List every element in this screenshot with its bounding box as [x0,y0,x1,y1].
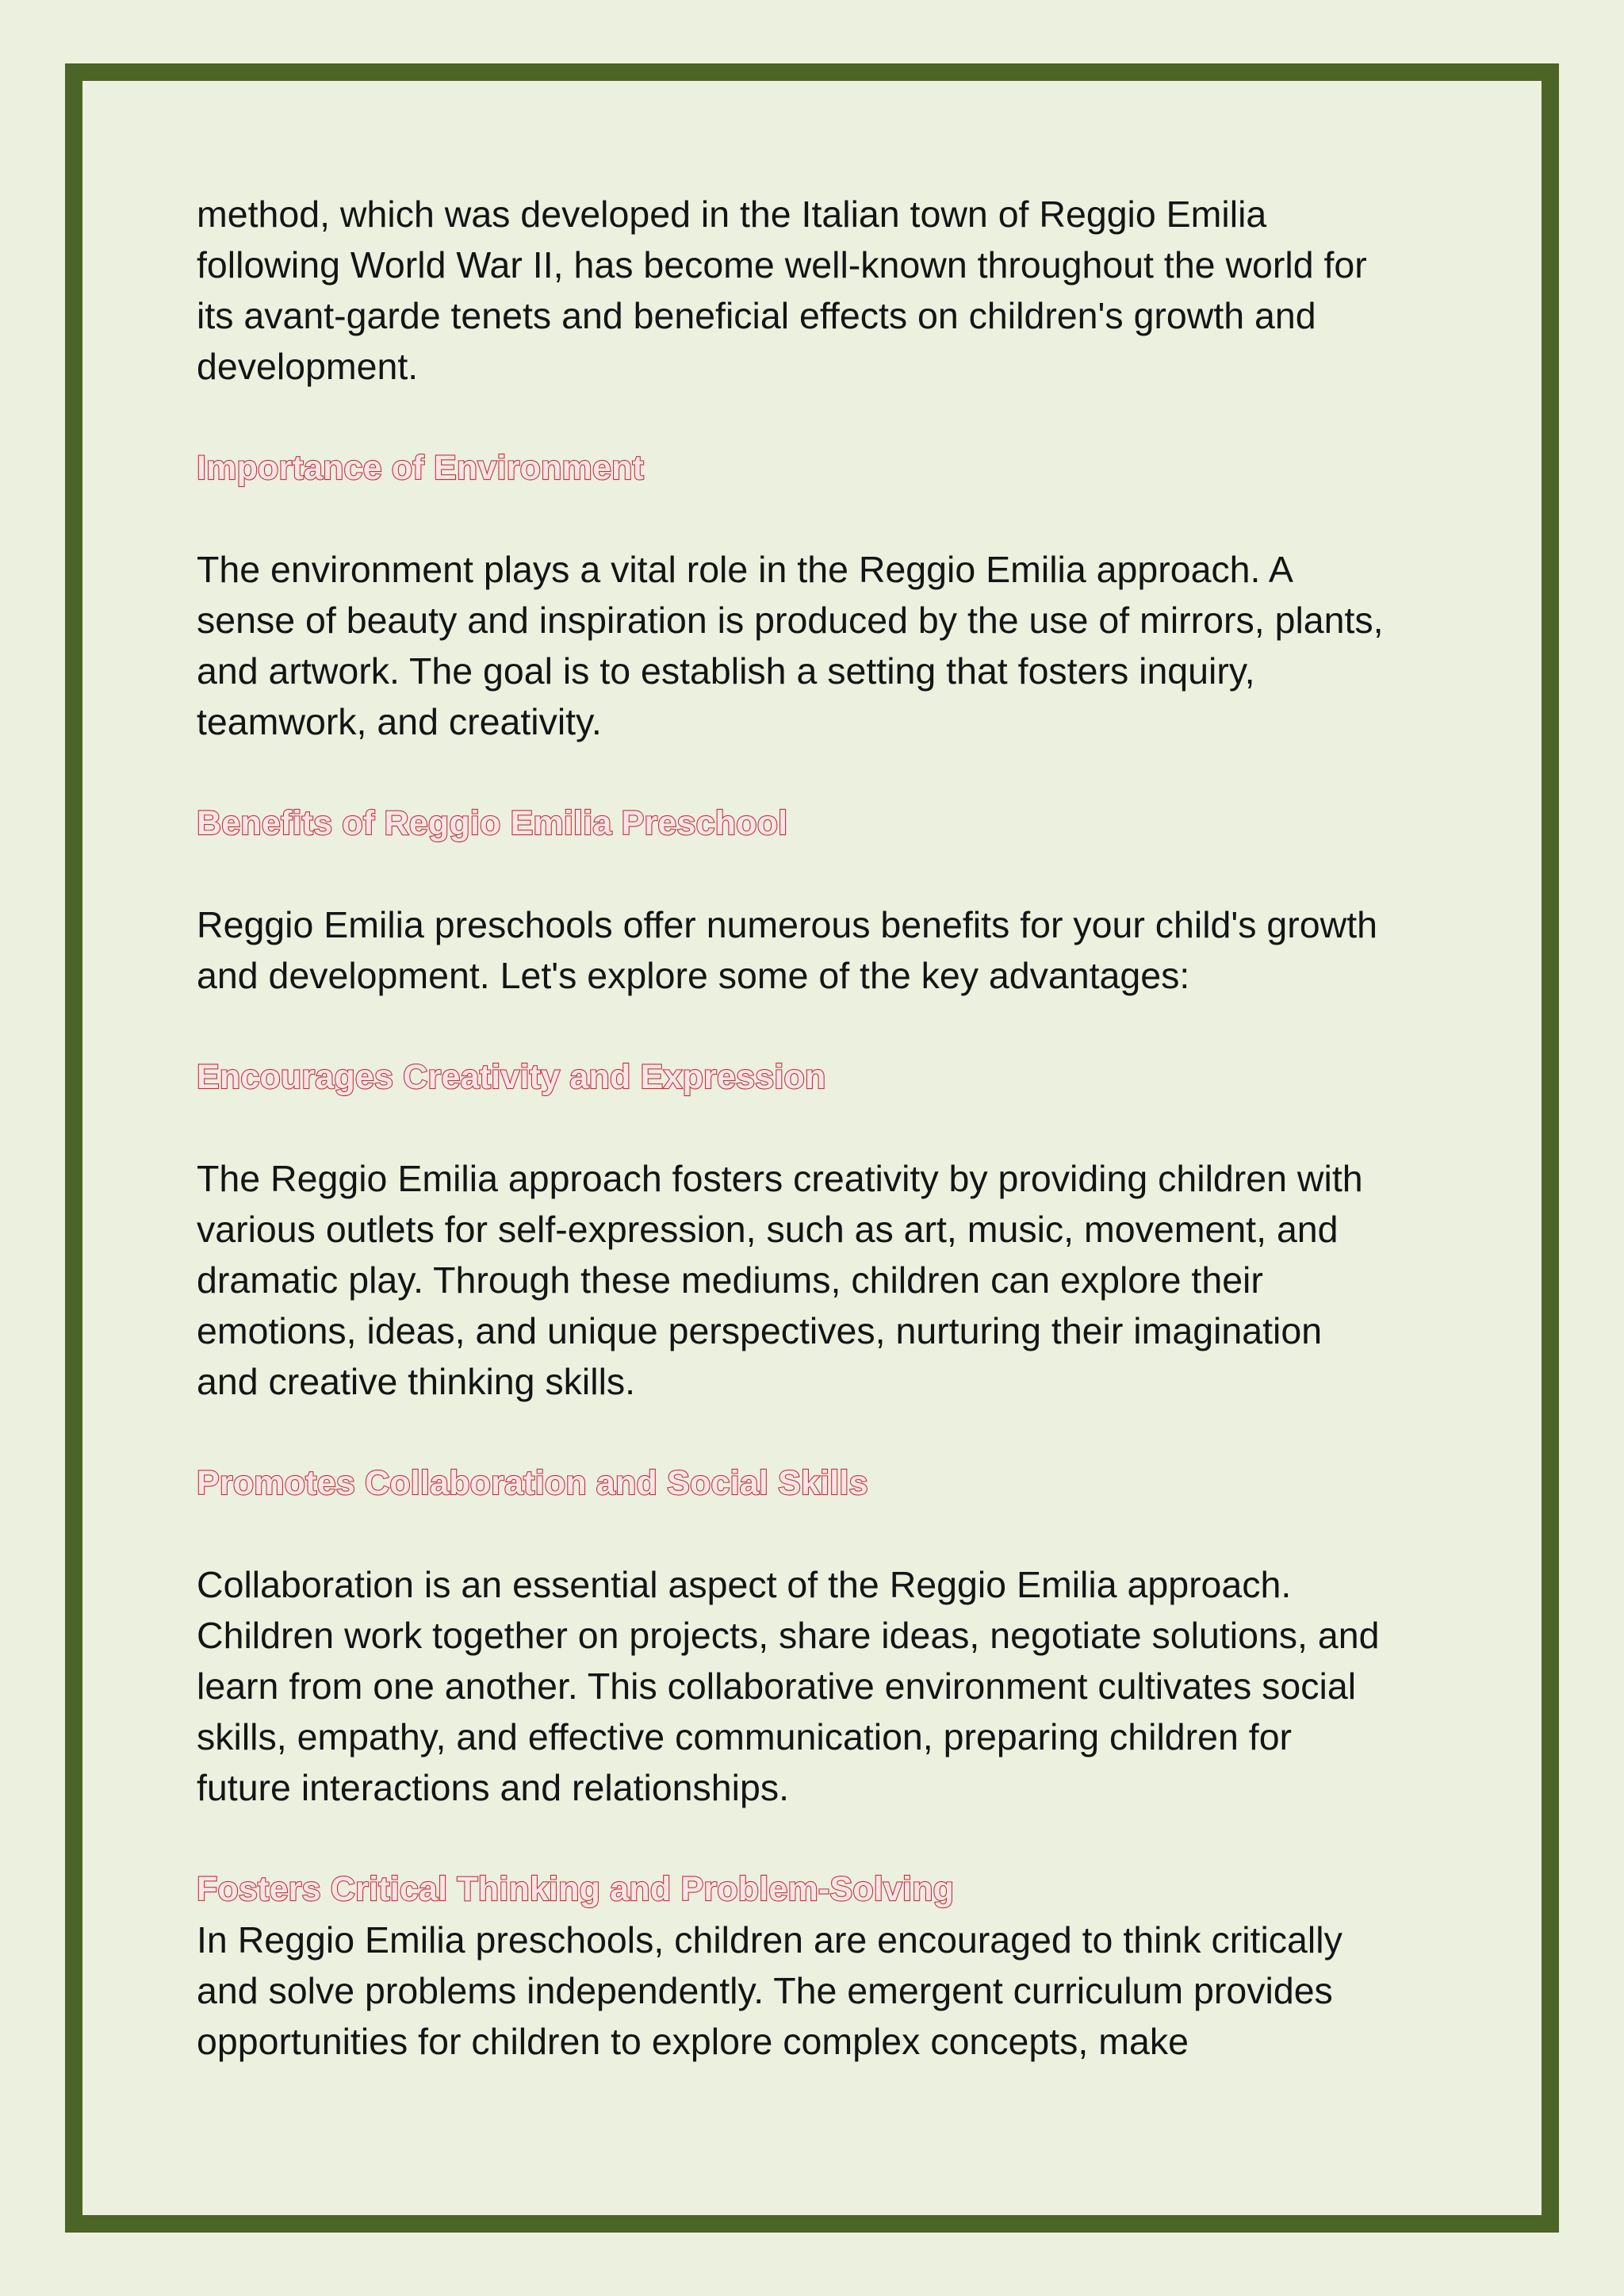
text-line: learn from one another. This collaborative environment cultivates social [197,1665,1357,1707]
text-line: various outlets for self-expression, such as art, music, movement, and [197,1209,1339,1250]
section-paragraph-benefits [197,899,1450,1001]
text-line: and creative thinking skills. [197,1361,636,1402]
section-heading-benefits: Benefits of Reggio Emilia Preschool [197,804,788,842]
text-line: development. [197,346,419,387]
text-line: and development. Let's explore some of the key advantages: [197,955,1190,996]
text-line: following World War II, has become well-known throughout the world for [197,244,1367,286]
section-paragraph-collaboration [197,1559,1450,1813]
document-body [197,189,1450,2067]
section-heading-collaboration: Promotes Collaboration and Social Skills [197,1464,868,1502]
text-line: method, which was developed in the Italian town of Reggio Emilia [197,194,1267,235]
text-line: its avant-garde tenets and beneficial effects on children's growth and [197,295,1316,336]
text-line: skills, empathy, and effective communication, preparing children for [197,1716,1293,1757]
text-line: sense of beauty and inspiration is produced by the use of mirrors, plants, [197,600,1384,641]
text-line: Reggio Emilia preschools offer numerous benefits for your child's growth [197,904,1377,945]
text-line: teamwork, and creativity. [197,701,602,742]
text-line: Collaboration is an essential aspect of the Reggio Emilia approach. [197,1564,1292,1605]
section-paragraph-critical-thinking [197,1915,1450,2067]
section-heading-critical-thinking: Fosters Critical Thinking and Problem-Solving [197,1870,955,1908]
section-paragraph-environment [197,544,1450,747]
text-line: The Reggio Emilia approach fosters creativity by providing children with [197,1158,1363,1199]
text-line: and solve problems independently. The emergent curriculum provides [197,1970,1333,2011]
text-line: and artwork. The goal is to establish a setting that fosters inquiry, [197,650,1255,692]
text-line: dramatic play. Through these mediums, children can explore their [197,1259,1263,1301]
text-line: Children work together on projects, share ideas, negotiate solutions, and [197,1615,1380,1656]
section-paragraph-creativity [197,1153,1450,1407]
text-line: opportunities for children to explore complex concepts, make [197,2021,1189,2062]
section-heading-creativity: Encourages Creativity and Expression [197,1058,826,1096]
text-line: future interactions and relationships. [197,1767,790,1808]
text-line: In Reggio Emilia preschools, children are encouraged to think critically [197,1919,1342,1961]
text-line: emotions, ideas, and unique perspectives, nurturing their imagination [197,1310,1323,1351]
text-line: The environment plays a vital role in the Reggio Emilia approach. A [197,549,1293,590]
section-heading-importance-of-environment: Importance of Environment [197,449,645,487]
intro-paragraph [197,189,1450,392]
